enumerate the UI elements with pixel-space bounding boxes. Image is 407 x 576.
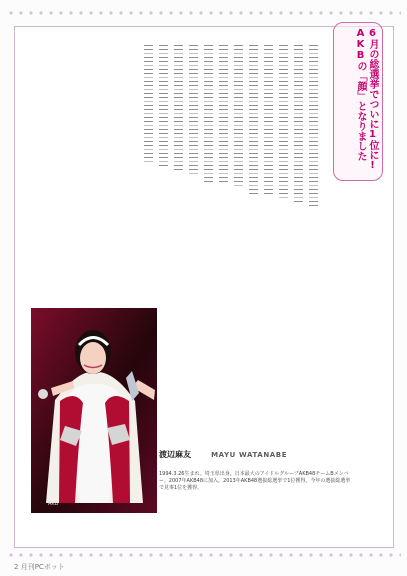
text-column-9: [189, 45, 198, 265]
headline-text: 6月の総選挙でついに1位に! AKBの「顔」となりました: [355, 28, 378, 171]
decorative-dot-border-top: [6, 8, 401, 18]
page-footer: [14, 562, 65, 572]
magazine-name: 月刊PCボット: [20, 563, 65, 571]
text-column-6: [234, 45, 243, 265]
text-column-12: [144, 45, 153, 265]
profile-bio: 1994.3.26生まれ。埼玉県出身。日本最大のアイドルグループAKB48チームBメンバー。2007年AKB48に加入。2013年AKB48選抜総選挙で1位獲得。今年の選抜総選挙で見事1位を獲得。: [159, 471, 351, 491]
decorative-dot-border-bottom: [6, 550, 401, 560]
profile-roman-name: MAYU WATANABE: [211, 451, 288, 459]
text-column-3: [279, 45, 288, 265]
text-column-1: [309, 45, 318, 265]
text-column-5: [249, 45, 258, 265]
text-column-7: [219, 45, 228, 265]
text-column-11: [159, 45, 168, 265]
photo-caption: AKB: [48, 501, 59, 507]
page-number: 2: [14, 563, 19, 571]
text-column-8: [204, 45, 213, 265]
text-column-10: [174, 45, 183, 265]
text-column-2: [294, 45, 303, 265]
portrait-photo: [31, 308, 157, 513]
profile-name: 渡辺麻友: [159, 450, 191, 459]
text-column-4: [264, 45, 273, 265]
profile-box: [159, 442, 356, 512]
